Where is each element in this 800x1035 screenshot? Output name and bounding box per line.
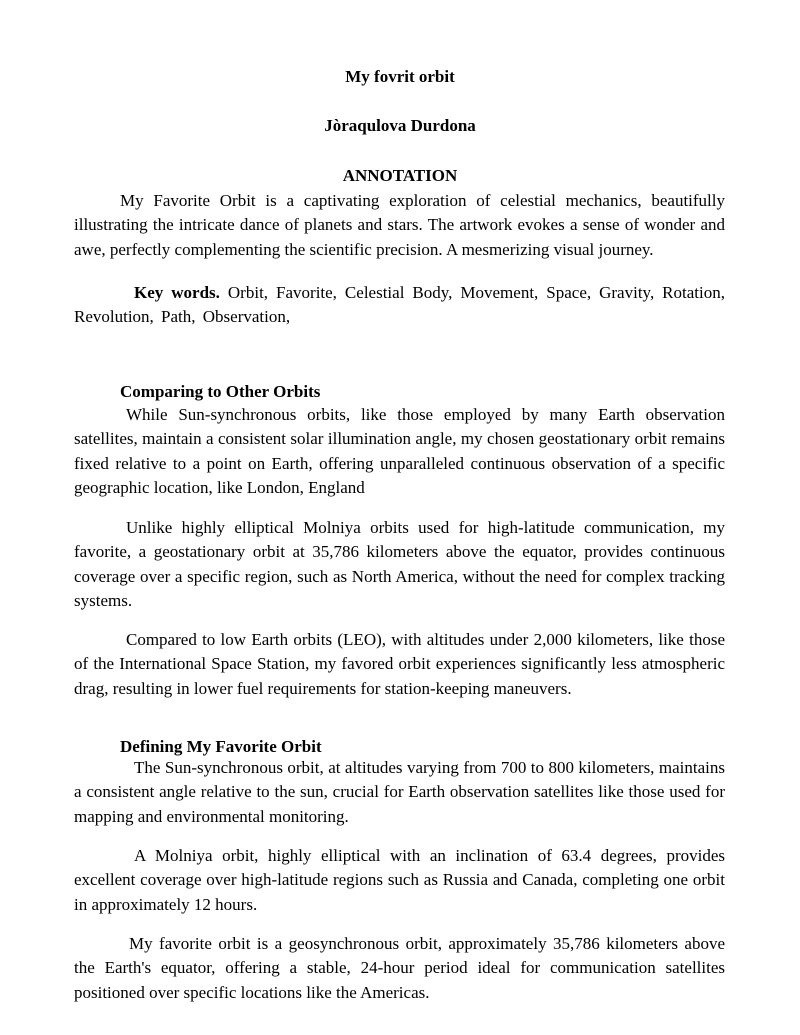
section-paragraph: My favorite orbit is a geosynchronous orbit, approximately 35,786 kilometers above the Earth's equator, offering a stable, 24-hour period ideal for communication satellites positioned over specific locations like the Americas. <box>74 934 725 1002</box>
document-title: My fovrit orbit <box>345 67 455 86</box>
section-paragraph: The Sun-synchronous orbit, at altitudes varying from 700 to 800 kilometers, maintains a consistent angle relative to the sun, crucial for Earth observation satellites like those used for mapping and environmental monitoring. <box>74 758 725 826</box>
keywords-paragraph <box>74 281 725 330</box>
annotation-paragraph: My Favorite Orbit is a captivating exploration of celestial mechanics, beautifully illustrating the intricate dance of planets and stars. The artwork evokes a sense of wonder and awe, perfectly complementing the scientific precision. A mesmerizing visual journey. <box>74 191 725 259</box>
section-paragraph: Unlike highly elliptical Molniya orbits used for high-latitude communication, my favorite, a geostationary orbit at 35,786 kilometers above the equator, provides continuous coverage over a specific region, such as North America, without the need for complex tracking systems. <box>74 518 725 610</box>
section-paragraph: A Molniya orbit, highly elliptical with an inclination of 63.4 degrees, provides excellent coverage over high-latitude regions such as Russia and Canada, completing one orbit in approximately 12 hours. <box>74 846 725 914</box>
author-name: Jòraqulova Durdona <box>324 116 476 135</box>
section-heading-defining: Defining My Favorite Orbit <box>120 737 322 756</box>
annotation-heading: ANNOTATION <box>342 166 458 185</box>
keywords-label: Key words. <box>134 283 220 302</box>
section-paragraph: While Sun-synchronous orbits, like those employed by many Earth observation satellites, maintain a consistent solar illumination angle, my chosen geostationary orbit remains fixed relative to a point on Earth, offering unparalleled continuous observation of a specific geographic location, like London, England <box>74 405 725 497</box>
keywords-text: Orbit, Favorite, Celestial Body, Movement, Space, Gravity, Rotation, Revolution, Path, Observation, <box>74 283 725 327</box>
section-paragraph: Compared to low Earth orbits (LEO), with altitudes under 2,000 kilometers, like those of the International Space Station, my favored orbit experiences significantly less atmospheric drag, resulting in lower fuel requirements for station-keeping maneuvers. <box>74 630 725 698</box>
section-heading-comparing: Comparing to Other Orbits <box>120 382 321 401</box>
